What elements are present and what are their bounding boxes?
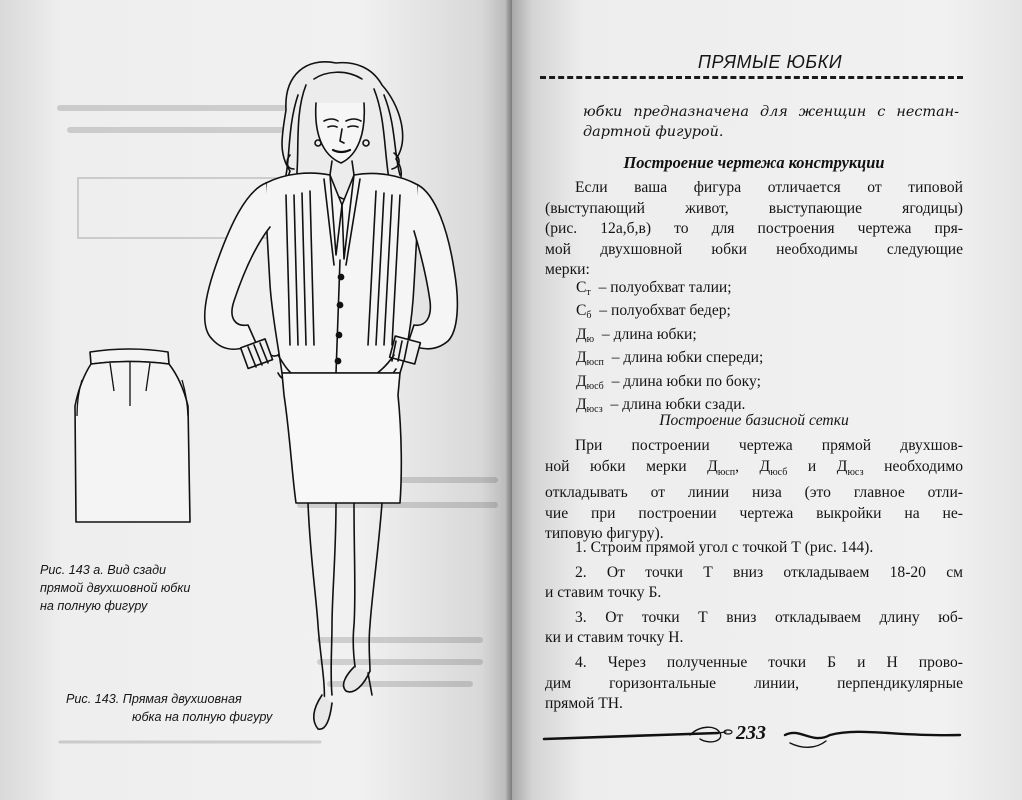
list-item <box>576 276 763 299</box>
measurement-subscript: ю <box>586 333 595 345</box>
text-line: и ставим точку Б. <box>545 584 662 602</box>
list-item <box>545 653 963 715</box>
caption-line: Рис. 143. Прямая двухшовная <box>66 692 242 706</box>
paragraph-measurements-intro <box>545 178 963 281</box>
measurement-text: – длина юбки; <box>601 325 697 343</box>
measurement-list <box>576 276 763 416</box>
measurement-text: – длина юбки по боку; <box>611 372 761 390</box>
text-fragment: и Д <box>787 457 848 475</box>
measurement-symbol: С <box>576 302 587 320</box>
measurement-symbol: С <box>576 279 587 296</box>
list-item <box>545 563 963 604</box>
text-line: 1. Строим прямой угол с точкой Т (рис. 144). <box>575 539 874 556</box>
caption-line: юбка на полную фигуру <box>132 710 273 724</box>
text-line: (рис. 12а,б,в) то для построения чертежа пря- <box>545 220 963 238</box>
measurement-text: – полуобхват талии; <box>598 279 732 296</box>
text-line: 2. От точки Т вниз откладываем 18-20 см <box>575 563 963 581</box>
measurement-subscript: юсп <box>586 357 604 369</box>
caption-line: Рис. 143 а. Вид сзади <box>40 563 167 577</box>
text-line: чие при построении чертежа выкройки на не- <box>545 504 963 522</box>
list-item <box>576 323 763 346</box>
measurement-symbol: Д <box>576 349 587 367</box>
measurement-subscript: т <box>586 287 591 298</box>
intro-paragraph <box>545 102 959 142</box>
text-line: 4. Через полученные точки Б и Н прово- <box>575 653 963 671</box>
caption-line: на полную фигуру <box>40 599 148 613</box>
measurement-symbol: Д <box>576 395 587 413</box>
text-fragment: необходимо <box>863 457 963 475</box>
text-line: дим горизонтальные линии, перпендикулярные <box>545 674 963 692</box>
text-fragment: ной юбки мерки Д <box>545 457 718 475</box>
measurement-subscript: юсз <box>586 403 603 415</box>
text-line: 3. От точки Т вниз откладываем длину юб- <box>575 608 963 626</box>
text-line: юбки предназначена для женщин с нестан- <box>583 104 959 120</box>
measurement-text: – длина юбки спереди; <box>611 349 764 367</box>
text-line: прямой ТН. <box>545 695 623 713</box>
text-fragment: , Д <box>735 457 771 475</box>
text-line: типовую фигуру). <box>545 525 664 543</box>
text-line: мерки: <box>545 261 590 279</box>
text-line: Если ваша фигура отличается от типовой <box>575 179 963 196</box>
measurement-symbol: Д <box>576 372 587 390</box>
text-line: дартной фигурой. <box>583 124 724 140</box>
figure-caption-143a <box>40 561 250 615</box>
construction-steps <box>545 538 963 719</box>
subscript: юсп <box>717 466 736 478</box>
measurement-subscript: юсб <box>586 380 604 392</box>
running-title: ПРЯМЫЕ ЮБКИ <box>697 52 843 72</box>
skirt-back-view-drawing <box>70 346 195 528</box>
text-line-with-subscripts <box>545 457 963 484</box>
measurement-symbol: Д <box>576 325 587 343</box>
measurement-subscript: б <box>586 310 592 322</box>
text-line: (выступающий живот, выступающие ягодицы) <box>545 199 963 217</box>
text-line: При построении чертежа прямой двухшов- <box>575 437 963 454</box>
section-heading: Построение чертежа конструкции <box>623 153 885 172</box>
paragraph-base-grid <box>545 436 963 545</box>
figure-caption-143 <box>66 690 306 726</box>
text-line: ки и ставим точку Н. <box>545 629 684 647</box>
list-item <box>576 346 763 369</box>
list-item <box>545 608 963 649</box>
header-rule <box>540 76 963 79</box>
subsection-heading: Построение базисной сетки <box>659 412 849 429</box>
woman-figure-drawing <box>186 55 466 735</box>
list-item <box>545 538 963 559</box>
measurement-text: – длина юбки сзади. <box>610 395 746 413</box>
measurement-text: – полуобхват бедер; <box>599 302 731 320</box>
subscript: юсз <box>847 466 864 478</box>
list-item <box>576 299 763 322</box>
caption-line: прямой двухшовной юбки <box>40 581 191 595</box>
page-number: 233 <box>736 722 766 744</box>
subscript: юсб <box>770 466 788 478</box>
text-line: откладывать от линии низа (это главное отли- <box>545 484 963 502</box>
text-line: мой двухшовной юбки необходимы следующие <box>545 240 963 258</box>
list-item <box>576 370 763 393</box>
